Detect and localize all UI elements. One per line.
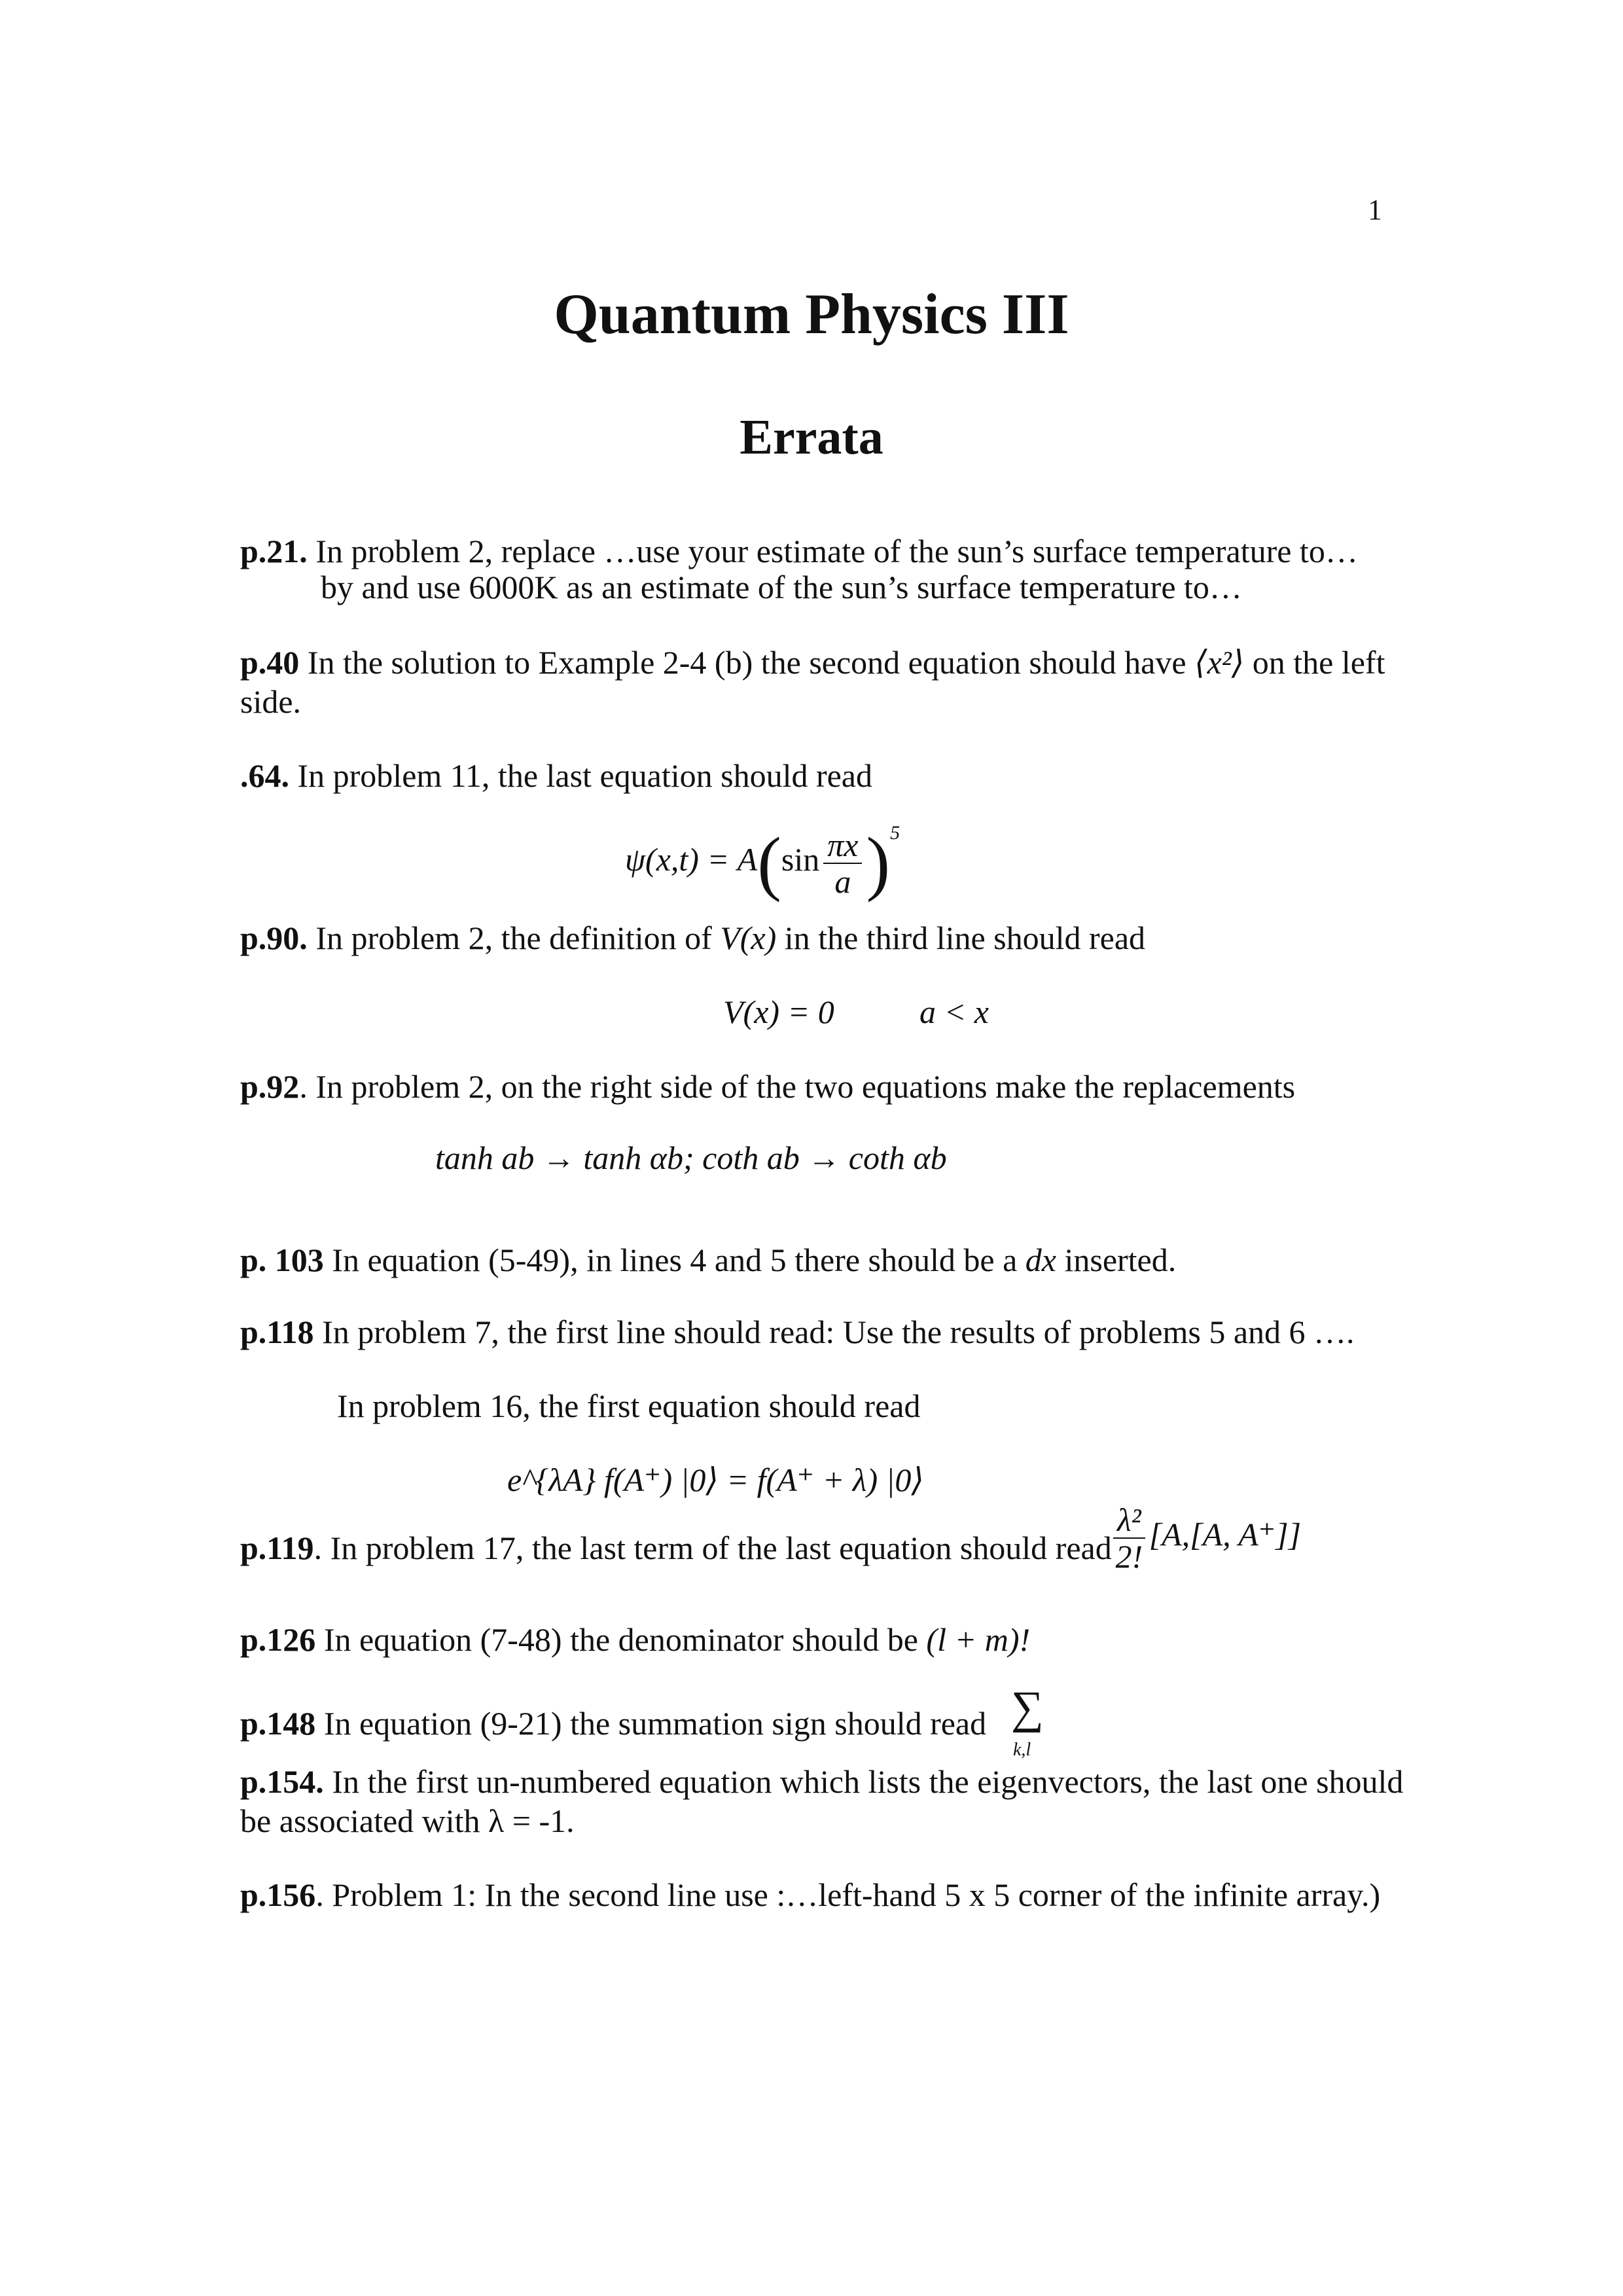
- erratum-p21-continuation: by and use 6000K as an estimate of the sun’s surface temperature to…: [321, 569, 1242, 605]
- eq-lhs: ψ(x,t) = A: [625, 840, 758, 878]
- erratum-text: . In problem 17, the last term of the last equation should read: [313, 1530, 1112, 1566]
- erratum-ref: p.40: [240, 644, 300, 681]
- erratum-text: In problem 2, the definition of: [307, 920, 721, 956]
- equation-commutator: [1109, 1502, 1301, 1574]
- eq-func: sin: [781, 840, 820, 878]
- erratum-p40-continuation: side.: [240, 683, 302, 720]
- page-number: 1: [1368, 194, 1382, 226]
- erratum-p92: [240, 1067, 1295, 1106]
- erratum-math: ⟨x²⟩: [1194, 644, 1245, 681]
- erratum-text: . Problem 1: In the second line use :…left-hand 5 x 5 corner of the infinite array.): [315, 1876, 1381, 1913]
- erratum-p90: [240, 918, 1145, 958]
- erratum-ref: p.154.: [240, 1763, 324, 1800]
- erratum-p119: [240, 1528, 1112, 1568]
- erratum-ref: .64.: [240, 757, 289, 794]
- erratum-p126: [240, 1620, 1030, 1659]
- eq-numerator: πx: [823, 827, 862, 864]
- sum-subscript: k,l: [1013, 1740, 1031, 1760]
- erratum-ref: p.90.: [240, 920, 308, 956]
- eq-rest: [A,[A, A⁺]]: [1149, 1516, 1302, 1553]
- equation-replacements: tanh ab → tanh αb; coth ab → coth αb: [435, 1139, 947, 1176]
- eq-power: 5: [890, 821, 901, 844]
- erratum-text: In equation (5-49), in lines 4 and 5 there should be a: [323, 1242, 1026, 1278]
- erratum-p21: [240, 531, 1358, 571]
- left-paren: (: [757, 823, 781, 903]
- equation-exponential: e^{λA} f(A⁺) |0⟩ = f(A⁺ + λ) |0⟩: [507, 1462, 924, 1498]
- erratum-text: In problem 7, the first line should read: Use the results of problems 5 and 6 ….: [313, 1314, 1355, 1350]
- equation-wavefunction: [625, 821, 900, 905]
- equation-potential: V(x) = 0: [723, 994, 834, 1030]
- eq-denominator: a: [834, 863, 851, 900]
- erratum-text: In the first un-numbered equation which lists the eigenvectors, the last one should: [323, 1763, 1404, 1800]
- eq-fraction: [1113, 1502, 1145, 1574]
- erratum-ref: p.156: [240, 1876, 316, 1913]
- erratum-p148: [240, 1704, 986, 1743]
- erratum-text: inserted.: [1056, 1242, 1177, 1278]
- erratum-text: In the solution to Example 2-4 (b) the second equation should have: [299, 644, 1195, 681]
- eq-fraction: [823, 827, 862, 899]
- erratum-text: on the left: [1244, 644, 1385, 681]
- page-subtitle: Errata: [740, 410, 883, 465]
- page-title: Quantum Physics III: [554, 283, 1069, 346]
- erratum-ref: p.118: [240, 1314, 314, 1350]
- right-paren: ): [866, 823, 891, 903]
- erratum-p118: [240, 1312, 1355, 1352]
- erratum-p64: [240, 756, 872, 795]
- erratum-p118-second: In problem 16, the first equation should read: [337, 1388, 921, 1424]
- erratum-ref: p.92: [240, 1068, 300, 1105]
- equation-potential-domain: a < x: [919, 994, 989, 1030]
- eq-denominator: 2!: [1115, 1538, 1143, 1575]
- erratum-ref: p. 103: [240, 1242, 324, 1278]
- erratum-p103: [240, 1240, 1176, 1280]
- erratum-text: . In problem 2, on the right side of the two equations make the replacements: [299, 1068, 1296, 1105]
- erratum-ref: p.21.: [240, 533, 308, 569]
- eq-numerator: λ²: [1113, 1502, 1145, 1539]
- erratum-text: In equation (9-21) the summation sign should read: [315, 1705, 987, 1742]
- erratum-text: In equation (7-48) the denominator should be: [315, 1621, 927, 1658]
- erratum-p156: [240, 1875, 1380, 1914]
- erratum-text: in the third line should read: [776, 920, 1146, 956]
- erratum-math: dx: [1025, 1242, 1056, 1278]
- sum-sign: ∑: [1011, 1683, 1044, 1733]
- summation-symbol: [1008, 1682, 1047, 1734]
- erratum-text: In problem 2, replace …use your estimate of the sun’s surface temperature to…: [307, 533, 1358, 569]
- erratum-p40: [240, 643, 1385, 682]
- erratum-p154-continuation: be associated with λ = -1.: [240, 1803, 575, 1839]
- erratum-math: (l + m)!: [926, 1621, 1031, 1658]
- erratum-p154: [240, 1762, 1403, 1801]
- erratum-ref: p.148: [240, 1705, 316, 1742]
- erratum-math: V(x): [720, 920, 777, 956]
- erratum-ref: p.119: [240, 1530, 314, 1566]
- erratum-ref: p.126: [240, 1621, 316, 1658]
- erratum-text: In problem 11, the last equation should read: [289, 757, 872, 794]
